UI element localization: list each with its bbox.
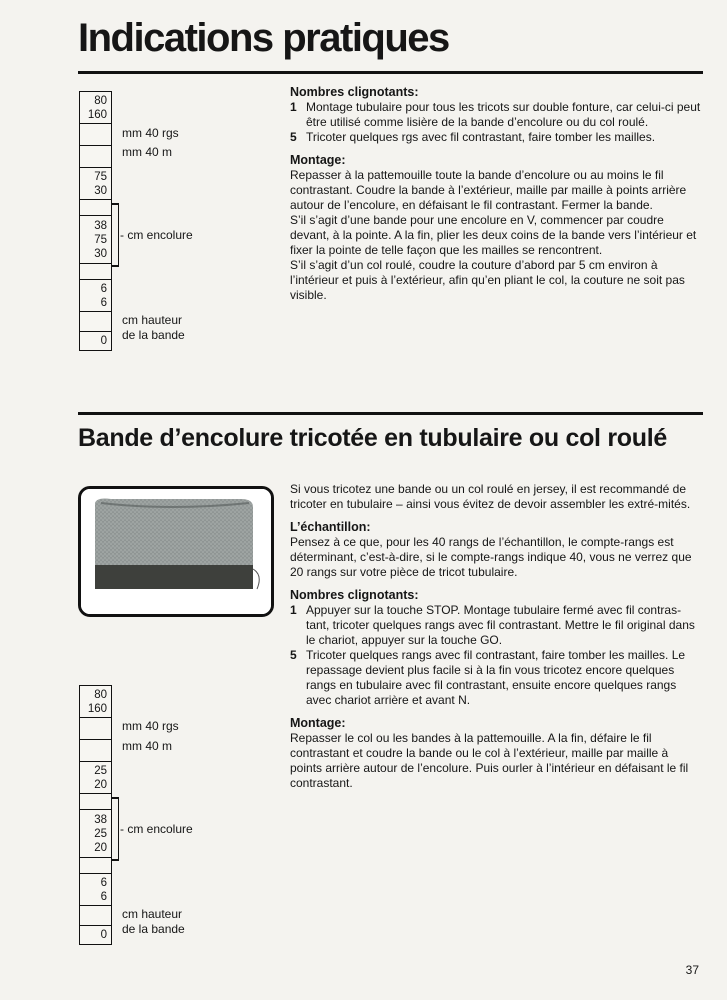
grid-cell [80, 312, 111, 332]
bracket-tick [112, 859, 118, 861]
grid-cell: 38 25 20 [80, 810, 111, 858]
grid-cell [80, 200, 111, 216]
bracket-tick [112, 265, 118, 267]
measurement-grid-top [79, 91, 112, 351]
header-divider [78, 71, 703, 74]
grid-label-hauteur: cm hauteur de la bande [122, 313, 185, 342]
bracket-tick [112, 797, 118, 799]
section-divider [78, 412, 703, 415]
grid-cell [80, 740, 111, 762]
grid-cell: 75 30 [80, 168, 111, 200]
montage-paragraph: Repasser à la pattemouille toute la bande d’encolure ou au moins le fil contrastant. Coudre la bande à l’extérieur, maille par maille à points arrière autour de l’encolure, en défaisant le fil contrastant. Fermer la bande. [290, 168, 687, 212]
list-item: 1 Appuyer sur la touche STOP. Montage tubulaire fermé avec fil contras-tant, tricoter quelques rangs avec fil contrastant. Mettre le fil original dans le chariot, appuyer sur la touche GO. [290, 603, 695, 647]
grid-cell: 80 160 [80, 92, 111, 124]
montage-paragraph: Repasser le col ou les bandes à la pattemouille. A la fin, défaire le fil contrastant et coudre la bande ou le col à l’extérieur, maille par maille à points arrière autour de l’encolure. Puis ourler à l’intérieur en défaisant le fil contrastant. [290, 731, 689, 790]
grid-cell: 25 20 [80, 762, 111, 794]
list-item: 1 Montage tubulaire pour tous les tricots sur double fonture, car celui-ci peut être utilisé comme lisière de la bande d’encolure ou du col roulé. [290, 100, 701, 129]
grid-label-encolure: - cm encolure [120, 822, 193, 836]
knitted-sample-photo [78, 486, 274, 617]
grid-label-rows: mm 40 rgs [122, 126, 179, 140]
nombres-list [290, 603, 702, 708]
grid-label-hauteur: cm hauteur de la bande [122, 907, 185, 936]
grid-label-rows: mm 40 rgs [122, 719, 179, 733]
nombres-heading: Nombres clignotants: [290, 588, 419, 602]
grid-cell: 6 6 [80, 280, 111, 312]
echantillon-paragraph: Pensez à ce que, pour les 40 rangs de l’échantillon, le compte-rangs est déterminant, c’est-à-dire, si le compte-rangs indique 40, vous ne verrez que 20 rangs sur votre pièce de tricot tubulaire. [290, 535, 692, 579]
echantillon-heading: L’échantillon: [290, 520, 371, 534]
grid-cell [80, 858, 111, 874]
knitted-sample-icon [81, 489, 271, 614]
montage-heading: Montage: [290, 153, 346, 167]
page-title: Indications pratiques [78, 16, 449, 60]
montage-paragraph: S’il s’agit d’une bande pour une encolure en V, commencer par coudre devant, à la pointe. A la fin, plier les deux coins de la bande vers l’intérieur et fixer la pointe de telle façon que les mailles se rencontrent. [290, 213, 697, 257]
encolure-bracket [112, 203, 119, 267]
page-number: 37 [685, 963, 699, 977]
nombres-heading: Nombres clignotants: [290, 85, 419, 99]
grid-cell [80, 794, 111, 810]
section-title: Bande d’encolure tricotée en tubulaire ou col roulé [78, 424, 667, 452]
bracket-tick [112, 203, 118, 205]
montage-paragraph: S’il s’agit d’un col roulé, coudre la couture d’abord par 5 cm environ à l’intérieur et puis à l’extérieur, afin qu’en pliant le col, la couture ne soit pas visible. [290, 258, 685, 302]
grid-cell [80, 124, 111, 146]
grid-cell [80, 146, 111, 168]
list-item: 5 Tricoter quelques rgs avec fil contrastant, faire tomber les mailles. [290, 130, 656, 144]
measurement-grid-bottom [79, 685, 112, 945]
list-item: 5 Tricoter quelques rangs avec fil contrastant, faire tomber les mailles. Le repassage devient plus facile si à la fin vous tricotez encore quelques rangs en tubulaire avec fil contrastant, ensuite encore quelques rangs avec chariot arrière et avant N. [290, 648, 686, 707]
grid-cell: 38 75 30 [80, 216, 111, 264]
encolure-bracket [112, 797, 119, 861]
top-instructions [290, 85, 702, 303]
grid-cell: 6 6 [80, 874, 111, 906]
grid-cell [80, 264, 111, 280]
grid-cell [80, 906, 111, 926]
intro-paragraph: Si vous tricotez une bande ou un col roulé en jersey, il est recommandé de tricoter en tubulaire – ainsi vous évitez de devoir assembler les extré-mités. [290, 482, 691, 511]
bottom-instructions [290, 482, 702, 791]
grid-label-stitches: mm 40 m [122, 739, 173, 753]
grid-cell: 0 [100, 335, 107, 347]
montage-heading: Montage: [290, 716, 346, 730]
grid-cell [80, 718, 111, 740]
nombres-list [290, 100, 702, 145]
grid-label-stitches: mm 40 m [122, 145, 173, 159]
grid-cell: 0 [100, 929, 107, 941]
grid-cell: 80 160 [80, 686, 111, 718]
grid-label-encolure: - cm encolure [120, 228, 193, 242]
